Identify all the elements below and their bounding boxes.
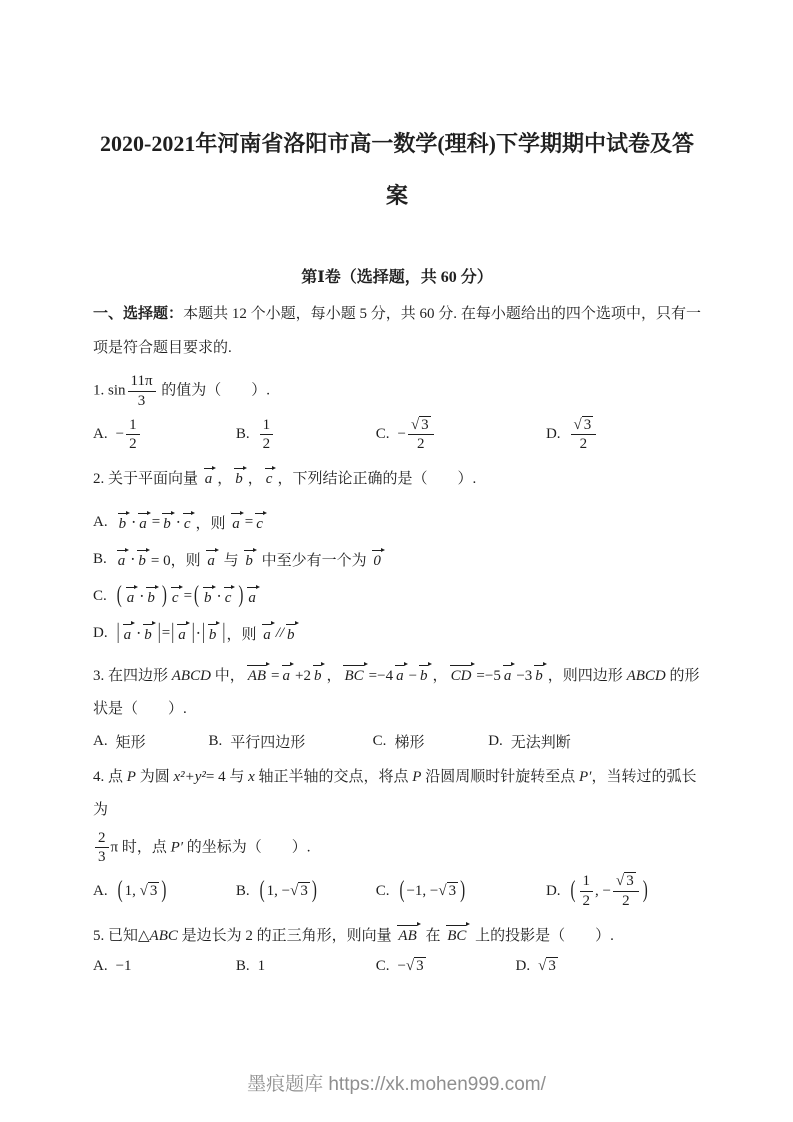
text-run: ， — [247, 471, 263, 487]
question-1 — [93, 372, 701, 454]
option-label: D. — [488, 732, 503, 749]
vector-b: b — [118, 512, 130, 533]
right-paren: ) — [642, 877, 648, 904]
sqrt-radicand: 3 — [548, 957, 556, 974]
fraction-numerator — [260, 416, 274, 435]
vector-b: b — [234, 467, 246, 488]
text-run: = — [183, 587, 193, 604]
option-B — [236, 416, 376, 455]
text-run: ， — [432, 667, 448, 684]
vector-a: a — [177, 623, 189, 644]
text-run: 沿圆周顺时针旋转至点 — [421, 768, 579, 785]
vector-a: a — [206, 549, 218, 570]
vector-a: a — [117, 549, 129, 570]
abs-bar: | — [191, 620, 195, 644]
text-run: −1 — [115, 957, 132, 974]
text-run: ⋅ — [139, 588, 145, 605]
vector-b: b — [146, 586, 158, 607]
text-run: 1, − — [266, 882, 291, 899]
text-run: − — [408, 667, 418, 684]
math-fraction — [128, 372, 156, 411]
math-italic: P — [126, 768, 136, 785]
math-sqrt: √ 3 — [410, 416, 429, 433]
text-run: 5. 已知△ — [93, 927, 150, 944]
text-run: ⋅ — [131, 515, 137, 531]
option-label: D. — [545, 882, 561, 899]
text-run: 4. 点 — [93, 768, 127, 785]
option-A — [93, 877, 236, 904]
math-fraction — [260, 416, 274, 455]
option-B — [93, 549, 701, 570]
vector-a: a — [395, 664, 407, 685]
left-paren: ( — [117, 877, 123, 904]
option-D — [93, 620, 701, 644]
option-D — [546, 416, 701, 455]
math-italic: ABCD — [171, 667, 211, 684]
question-2 — [93, 463, 701, 644]
text-run: 2 — [98, 829, 106, 846]
text-run: 1 — [262, 416, 271, 433]
page-title: 2020-2021年河南省洛阳市高一数学(理科)下学期期中试卷及答案 — [100, 131, 694, 208]
vector-c: c — [255, 512, 266, 533]
options-list-5 — [93, 958, 701, 975]
vector-b: b — [137, 549, 149, 570]
fraction-numerator — [580, 872, 594, 891]
text-run: − — [397, 957, 406, 974]
math-sqrt: √ 3 — [405, 957, 424, 974]
text-run: +2 — [295, 667, 311, 684]
text-run: =−5 — [476, 667, 501, 684]
option-label: B. — [235, 882, 250, 899]
text-run: = — [151, 514, 161, 530]
option-label: A. — [93, 426, 108, 443]
left-paren: ( — [116, 582, 122, 609]
intro-text: 本题共 12 个小题，每小题 5 分，共 60 分. 在每小题给出的四个选项中，只有一项是符合题目要求的. — [93, 306, 701, 356]
left-paren: ( — [194, 582, 200, 609]
options-list-4 — [93, 872, 701, 911]
sqrt-radicand: 3 — [583, 416, 592, 433]
vector-0: 0 — [372, 549, 384, 570]
text-run: ，下列结论正确的是（ ）. — [277, 471, 477, 487]
vector-c: c — [224, 586, 235, 607]
option-label: C. — [375, 426, 390, 443]
text-run: 中至少有一个为 — [257, 553, 371, 569]
sqrt-radicand: 3 — [416, 957, 424, 974]
question-stem-continued — [93, 829, 701, 868]
vector-a: a — [282, 664, 294, 685]
options-list-1 — [93, 416, 701, 455]
intro-label: 一、选择题： — [93, 306, 184, 322]
left-paren: ( — [570, 877, 576, 904]
vector-b: b — [244, 549, 256, 570]
vector-a: a — [126, 586, 138, 607]
sqrt-radicand: 3 — [626, 873, 634, 889]
fraction-denominator — [128, 391, 156, 411]
text-run: π 时，点 — [110, 839, 171, 856]
question-4 — [93, 761, 701, 911]
text-run: 与 — [219, 553, 243, 569]
text-run: = — [244, 514, 254, 530]
fraction-denominator — [613, 891, 639, 911]
abs-bar: | — [157, 620, 161, 644]
option-label: B. — [208, 732, 223, 749]
option-A — [93, 731, 209, 752]
vector-b: b — [313, 664, 325, 685]
question-5 — [93, 920, 701, 975]
text-run: 平行四边形 — [230, 734, 306, 751]
option-C — [376, 958, 516, 975]
option-B — [236, 958, 376, 975]
options-list-3 — [93, 731, 701, 752]
option-label: A. — [93, 957, 108, 974]
vector-b: b — [203, 586, 215, 607]
math-sqrt: √ 3 — [573, 416, 592, 433]
math-fraction — [613, 872, 639, 911]
text-run: 是边长为 2 的正三角形，则向量 — [177, 927, 396, 944]
vector-b: b — [286, 623, 298, 644]
text-run: 1 — [257, 957, 266, 974]
fraction-numerator — [571, 416, 597, 435]
vector-a: a — [123, 623, 135, 644]
fraction-denominator — [580, 891, 594, 911]
text-run: ，则 — [195, 516, 230, 532]
text-run: 2 — [622, 892, 630, 909]
right-paren: ) — [161, 877, 167, 904]
math-sqrt: √ 3 — [538, 957, 556, 974]
fraction-denominator — [408, 434, 434, 454]
text-run: 1. sin — [93, 382, 126, 399]
vector-b: b — [143, 623, 155, 644]
text-run: ，则 — [226, 626, 261, 643]
abs-bar: | — [116, 620, 120, 644]
text-run: 1 — [129, 416, 137, 433]
text-run: −3 — [516, 667, 533, 684]
text-run: ， — [326, 667, 342, 684]
vector-a: a — [262, 623, 274, 644]
text-run: 11π — [130, 373, 153, 389]
vector-a: a — [503, 664, 515, 685]
text-run: ⋅ — [130, 552, 136, 568]
left-paren: ( — [259, 877, 265, 904]
text-run: 上的投影是（ ）. — [471, 927, 614, 944]
option-label: C. — [93, 587, 107, 604]
option-label: C. — [372, 732, 387, 749]
text-run: ，当转过的弧长为 — [93, 768, 697, 818]
option-label: B. — [235, 957, 250, 974]
option-A — [93, 958, 236, 975]
fraction-denominator — [95, 847, 109, 867]
option-label: A. — [93, 882, 108, 899]
sqrt-radicand: 3 — [421, 416, 429, 433]
vector-a: a — [138, 512, 150, 533]
vector-CD: CD — [450, 664, 475, 685]
text-run: 的值为（ ）. — [157, 382, 271, 399]
fraction-numerator — [408, 416, 434, 435]
text-run: 在 — [421, 927, 445, 944]
text-run: 2 — [579, 436, 588, 453]
option-C — [376, 416, 546, 455]
option-A — [93, 512, 701, 533]
vector-b: b — [208, 623, 220, 644]
vector-a: a — [204, 467, 216, 488]
option-label: B. — [93, 551, 107, 567]
fraction-numerator — [126, 416, 140, 435]
options-list-2 — [93, 512, 701, 644]
question-stem — [93, 372, 701, 411]
option-label: A. — [93, 732, 108, 749]
text-run: 1, — [124, 882, 140, 899]
vector-b: b — [419, 664, 431, 685]
option-C — [375, 877, 546, 904]
vector-AB: AB — [247, 664, 269, 685]
vector-b: b — [162, 512, 174, 533]
fraction-denominator — [571, 434, 597, 454]
abs-bar: | — [201, 620, 205, 644]
right-paren: ) — [460, 877, 466, 904]
text-run: 的坐标为（ ）. — [183, 839, 311, 856]
questions — [93, 372, 701, 975]
vector-BC: BC — [343, 664, 366, 685]
sqrt-radicand: 3 — [149, 882, 158, 899]
option-label: D. — [93, 624, 108, 641]
text-run: − — [397, 426, 406, 443]
right-paren: ) — [161, 582, 167, 609]
text-run: 3 — [137, 392, 146, 409]
math-sqrt: √ 3 — [438, 882, 457, 899]
math-sqrt: √ 3 — [290, 882, 308, 899]
fraction-numerator — [128, 372, 156, 391]
text-run: = — [161, 624, 171, 641]
option-label: D. — [515, 957, 531, 974]
fraction-denominator — [126, 434, 140, 454]
right-paren: ) — [311, 877, 317, 904]
option-A — [93, 416, 236, 455]
section-intro — [93, 297, 701, 365]
option-label: D. — [545, 426, 561, 443]
text-run: 中， — [210, 667, 245, 684]
math-fraction — [126, 416, 140, 455]
text-run: 2 — [262, 436, 271, 453]
text-run: = — [271, 667, 280, 684]
vector-c: c — [183, 512, 194, 533]
text-run: ⋅ — [175, 515, 181, 531]
text-run: 1 — [582, 873, 591, 889]
option-D — [516, 958, 701, 975]
vector-BC: BC — [446, 924, 469, 945]
text-run: ⋅ — [216, 588, 222, 605]
question-stem — [93, 660, 701, 726]
option-D — [488, 731, 701, 752]
math-sqrt: √ 3 — [139, 882, 158, 899]
text-run: ， — [217, 471, 233, 487]
fraction-numerator — [613, 872, 639, 891]
text-run: 轴正半轴的交点，将点 — [254, 768, 413, 785]
vector-a: a — [231, 512, 243, 533]
math-italic: P — [412, 768, 422, 785]
math-fraction — [95, 829, 109, 868]
math-italic: P′ — [170, 839, 184, 856]
fraction-denominator — [260, 434, 274, 454]
vector-c: c — [171, 586, 182, 607]
left-paren: ( — [399, 877, 405, 904]
text-run: 梯形 — [394, 734, 425, 751]
question-stem — [93, 761, 701, 827]
text-run: ⋅ — [136, 625, 142, 642]
option-label: C. — [375, 957, 390, 974]
text-run: ，则四边形 — [547, 667, 627, 684]
sqrt-radicand: 3 — [448, 882, 457, 899]
abs-bar: | — [171, 620, 175, 644]
math-italic: x — [248, 768, 255, 785]
option-label: C. — [375, 882, 390, 899]
question-stem — [93, 463, 701, 496]
vector-a: a — [247, 586, 259, 607]
vector-b: b — [534, 664, 546, 685]
text-run: − — [115, 426, 125, 443]
text-run: =−4 — [368, 667, 394, 684]
text-run: 2. 关于平面向量 — [93, 471, 202, 487]
option-D — [546, 872, 701, 911]
section-header: 第Ⅰ卷（选择题，共 60 分） — [301, 269, 493, 286]
option-B — [235, 877, 376, 904]
text-run: = 4 与 — [205, 768, 249, 785]
abs-bar: | — [222, 620, 226, 644]
fraction-numerator — [95, 829, 109, 848]
sqrt-radicand: 3 — [300, 882, 308, 899]
footer-watermark: 墨痕题库 https://xk.mohen999.com/ — [247, 1074, 546, 1095]
text-run: 的形状是（ ）. — [93, 667, 700, 717]
question-stem — [93, 920, 701, 953]
math-italic: // — [275, 624, 285, 641]
vector-c: c — [265, 467, 276, 488]
text-run: ⋅ — [195, 625, 201, 642]
math-italic: x²+y² — [173, 768, 206, 785]
option-C — [93, 582, 701, 609]
question-3 — [93, 660, 701, 752]
text-run: 2 — [582, 892, 591, 909]
right-paren: ) — [238, 582, 244, 609]
text-run: 2 — [417, 436, 425, 453]
math-sqrt: √ 3 — [616, 873, 634, 889]
option-label: A. — [93, 514, 108, 530]
math-fraction — [571, 416, 597, 455]
text-run: −1, − — [406, 882, 439, 899]
option-C — [373, 731, 489, 752]
text-run: 矩形 — [115, 734, 146, 751]
text-run: 2 — [129, 436, 137, 453]
math-fraction — [580, 872, 594, 911]
math-italic: P′ — [578, 768, 592, 785]
vector-AB: AB — [397, 924, 419, 945]
text-run: , − — [595, 882, 611, 899]
text-run: 3 — [98, 849, 106, 866]
text-run: 3. 在四边形 — [93, 667, 172, 684]
option-B — [209, 731, 373, 752]
text-run: 无法判断 — [510, 734, 571, 751]
math-fraction — [408, 416, 434, 455]
text-run: 为圆 — [135, 768, 174, 785]
math-italic: ABCD — [626, 667, 666, 684]
text-run: = 0，则 — [150, 553, 205, 569]
option-label: B. — [235, 426, 250, 443]
math-italic: ABC — [149, 927, 178, 944]
